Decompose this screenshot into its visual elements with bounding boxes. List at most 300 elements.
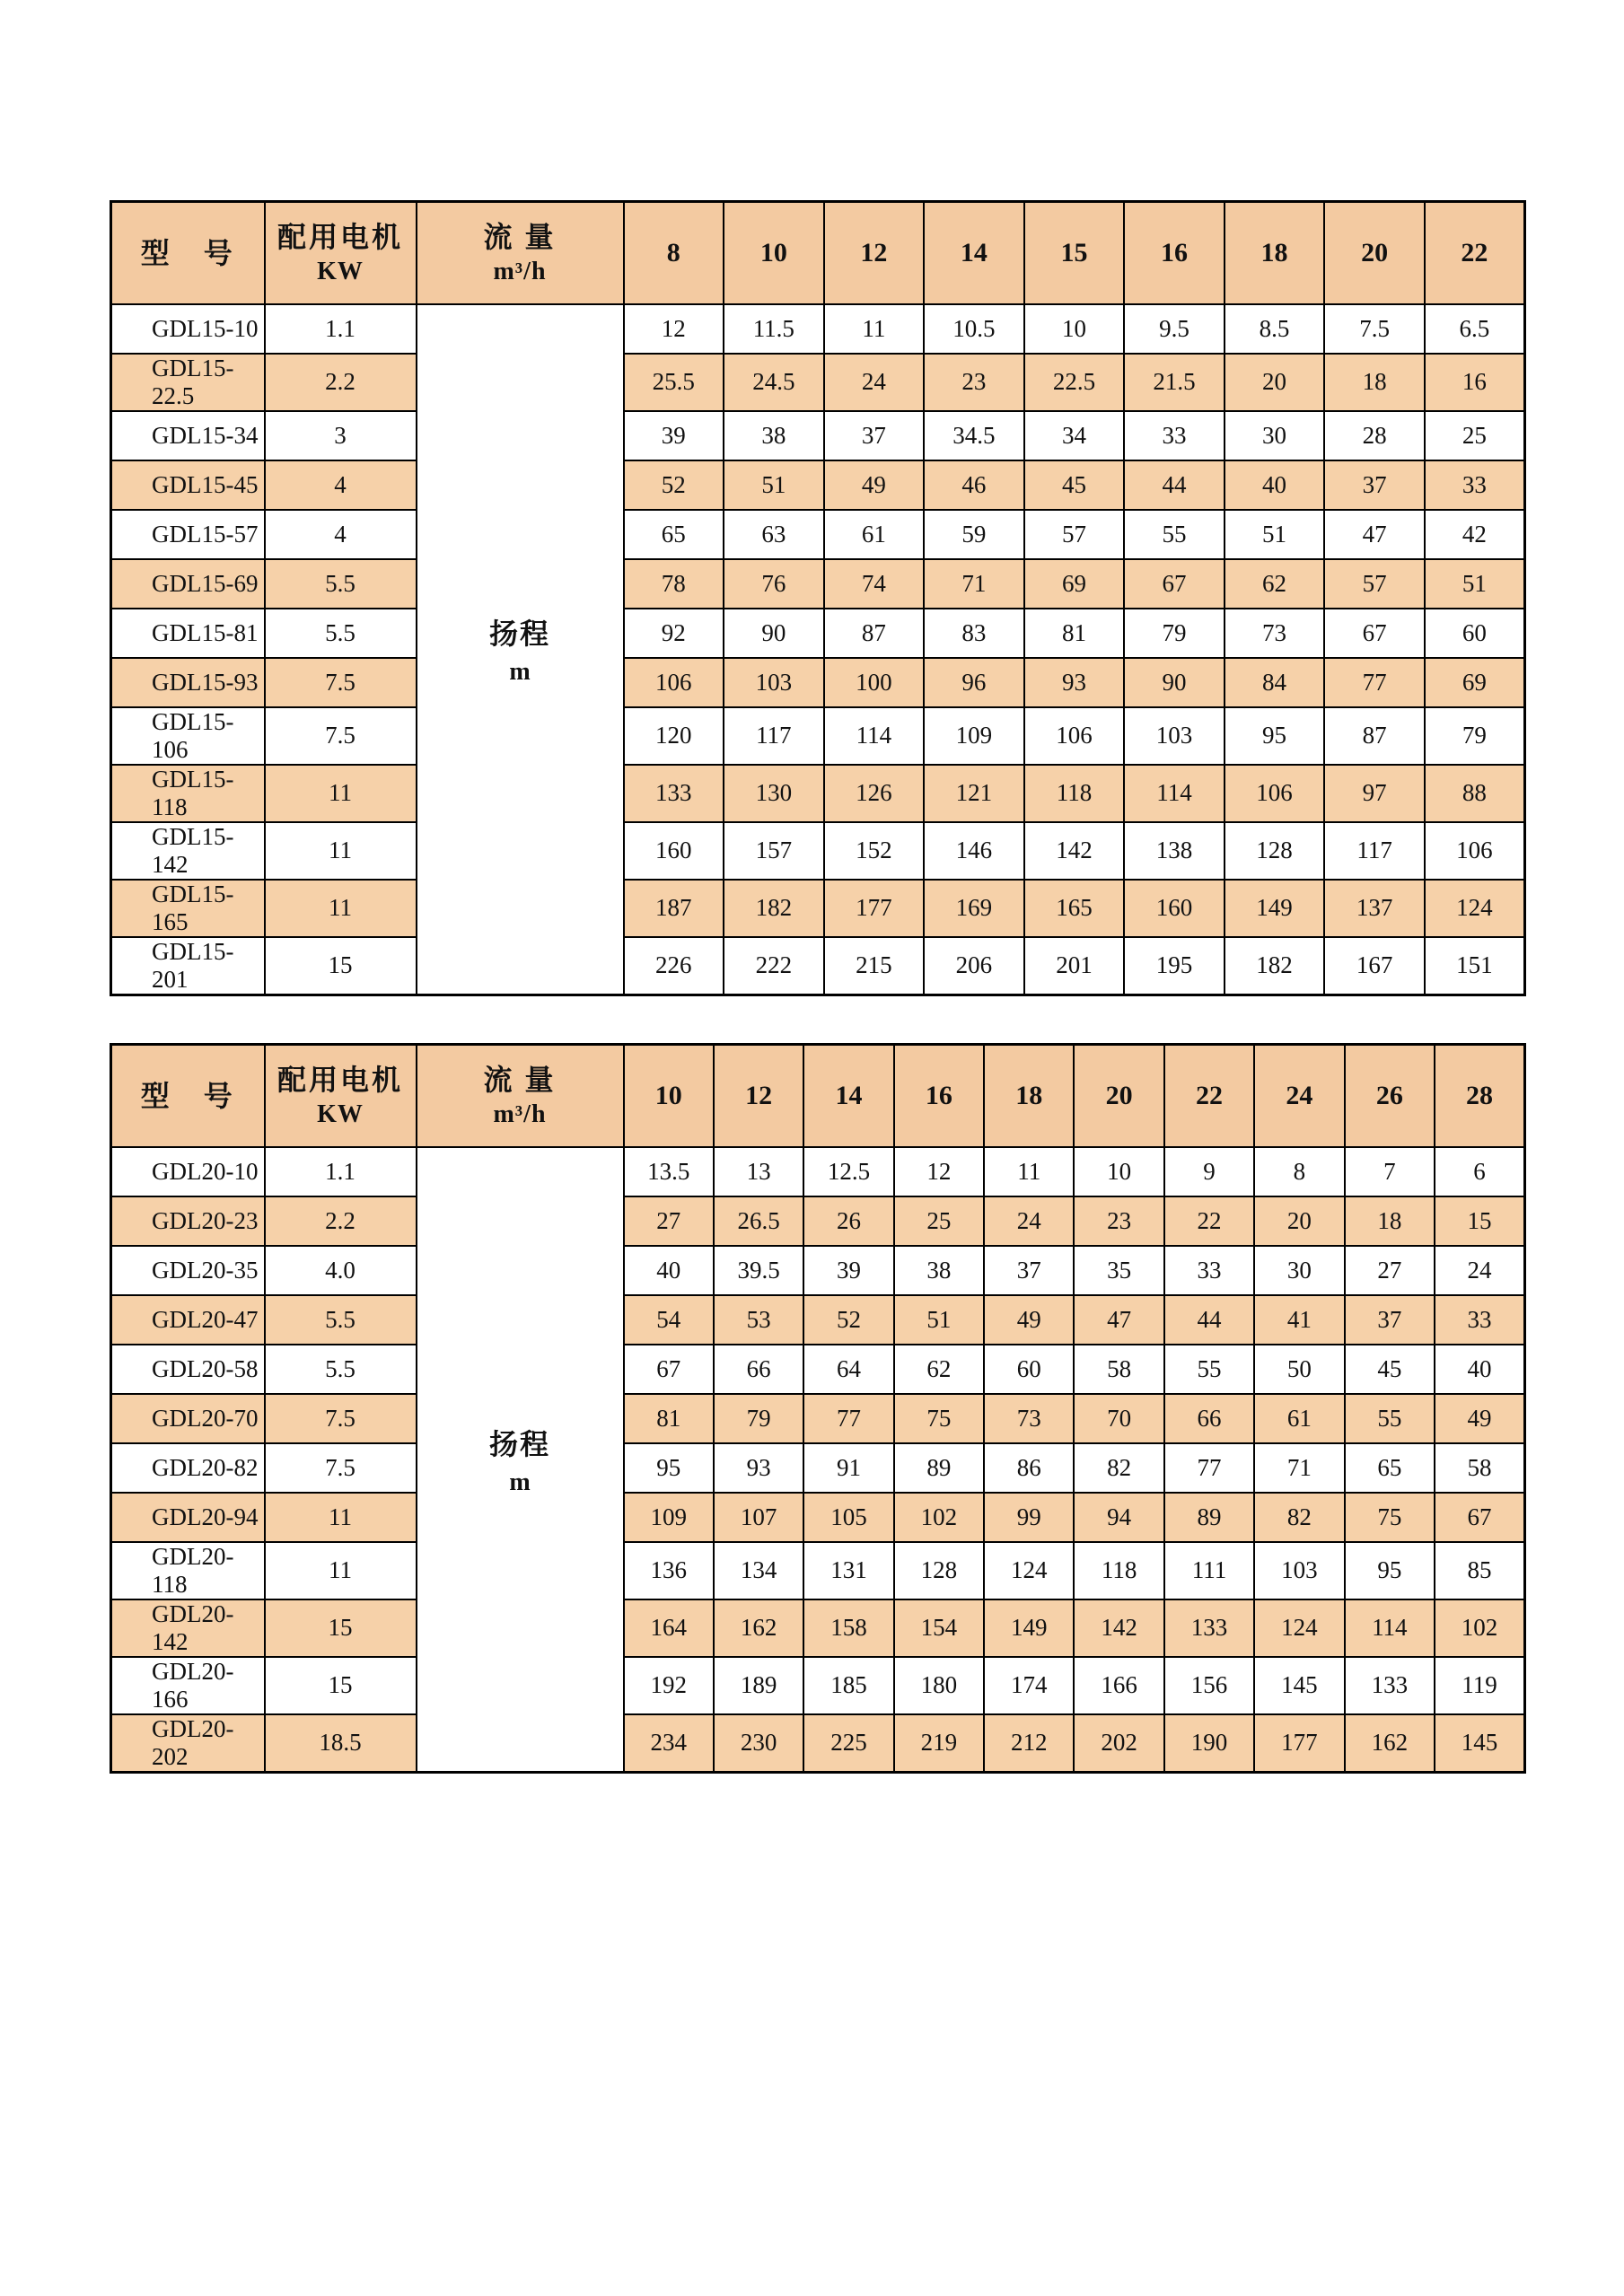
head-value-cell: 230 (714, 1714, 803, 1773)
head-value-cell: 180 (894, 1657, 984, 1714)
head-value-cell: 15 (1435, 1196, 1524, 1246)
model-cell: GDL20-10 (111, 1147, 265, 1196)
head-value-cell: 23 (924, 354, 1024, 411)
head-value-cell: 76 (724, 559, 824, 609)
head-value-cell: 79 (714, 1394, 803, 1443)
head-merged-unit: m (509, 1468, 531, 1496)
head-value-cell: 93 (714, 1443, 803, 1493)
head-value-cell: 124 (1425, 880, 1525, 937)
head-value-cell: 88 (1425, 765, 1525, 822)
head-value-cell: 33 (1164, 1246, 1254, 1295)
head-value-cell: 6 (1435, 1147, 1524, 1196)
head-value-cell: 131 (803, 1542, 893, 1599)
motor-header-cell (265, 1045, 417, 1147)
head-value-cell: 69 (1024, 559, 1125, 609)
head-value-cell: 59 (924, 510, 1024, 559)
model-cell: GDL15-34 (111, 411, 265, 460)
table-row (111, 1295, 1525, 1345)
head-value-cell: 149 (1225, 880, 1325, 937)
head-value-cell: 106 (624, 658, 724, 707)
head-value-cell: 86 (984, 1443, 1074, 1493)
head-value-cell: 57 (1324, 559, 1425, 609)
head-value-cell: 21.5 (1124, 354, 1225, 411)
head-value-cell: 137 (1324, 880, 1425, 937)
table-row (111, 304, 1525, 354)
head-value-cell: 174 (984, 1657, 1074, 1714)
table-row (111, 510, 1525, 559)
head-value-cell: 51 (1225, 510, 1325, 559)
motor-header-label: 配用电机 (277, 1064, 403, 1097)
head-value-cell: 22.5 (1024, 354, 1125, 411)
flow-column-header (624, 1045, 714, 1147)
head-value-cell: 24 (984, 1196, 1074, 1246)
model-cell: GDL15-93 (111, 658, 265, 707)
head-value-cell: 66 (714, 1345, 803, 1394)
head-value-cell: 55 (1124, 510, 1225, 559)
head-value-cell: 102 (894, 1493, 984, 1542)
table-row (111, 354, 1525, 411)
flow-column-header (1225, 202, 1325, 304)
motor-kw-cell: 7.5 (265, 1443, 417, 1493)
head-value-cell: 51 (894, 1295, 984, 1345)
head-value-cell: 67 (1435, 1493, 1524, 1542)
table-row (111, 1394, 1525, 1443)
flow-unit-label: m³/h (493, 258, 547, 286)
head-value-cell: 109 (924, 707, 1024, 765)
table-row (111, 822, 1525, 880)
head-value-cell: 154 (894, 1599, 984, 1657)
flow-column-value: 18 (1015, 1080, 1043, 1110)
flow-column-header (724, 202, 824, 304)
head-value-cell: 37 (1324, 460, 1425, 510)
head-value-cell: 47 (1324, 510, 1425, 559)
head-value-cell: 97 (1324, 765, 1425, 822)
head-value-cell: 189 (714, 1657, 803, 1714)
head-value-cell: 39 (803, 1246, 893, 1295)
header-row (111, 1045, 1525, 1147)
head-value-cell: 38 (724, 411, 824, 460)
model-cell: GDL20-82 (111, 1443, 265, 1493)
motor-kw-cell: 15 (265, 937, 417, 995)
head-value-cell: 133 (624, 765, 724, 822)
head-value-cell: 66 (1164, 1394, 1254, 1443)
motor-kw-cell: 3 (265, 411, 417, 460)
head-value-cell: 187 (624, 880, 724, 937)
head-value-cell: 145 (1435, 1714, 1524, 1773)
head-value-cell: 8 (1254, 1147, 1344, 1196)
head-value-cell: 37 (1345, 1295, 1435, 1345)
head-value-cell: 50 (1254, 1345, 1344, 1394)
head-value-cell: 65 (1345, 1443, 1435, 1493)
head-value-cell: 71 (1254, 1443, 1344, 1493)
flow-column-header (1324, 202, 1425, 304)
head-value-cell: 55 (1345, 1394, 1435, 1443)
head-value-cell: 51 (724, 460, 824, 510)
head-value-cell: 124 (1254, 1599, 1344, 1657)
head-value-cell: 58 (1074, 1345, 1163, 1394)
head-value-cell: 160 (624, 822, 724, 880)
head-value-cell: 151 (1425, 937, 1525, 995)
head-value-cell: 192 (624, 1657, 714, 1714)
flow-column-header (1254, 1045, 1344, 1147)
flow-column-header (924, 202, 1024, 304)
head-value-cell: 133 (1164, 1599, 1254, 1657)
head-value-cell: 60 (1425, 609, 1525, 658)
head-merged-label: 扬程 (488, 618, 550, 650)
head-value-cell: 24 (824, 354, 925, 411)
model-cell: GDL15-10 (111, 304, 265, 354)
head-value-cell: 162 (714, 1599, 803, 1657)
head-value-cell: 70 (1074, 1394, 1163, 1443)
head-value-cell: 25 (1425, 411, 1525, 460)
head-value-cell: 54 (624, 1295, 714, 1345)
head-value-cell: 67 (1124, 559, 1225, 609)
head-value-cell: 119 (1435, 1657, 1524, 1714)
flow-column-header (824, 202, 925, 304)
head-value-cell: 11.5 (724, 304, 824, 354)
head-value-cell: 90 (1124, 658, 1225, 707)
head-value-cell: 40 (624, 1246, 714, 1295)
flow-column-value: 16 (1161, 237, 1188, 267)
model-cell: GDL20-166 (111, 1657, 265, 1714)
head-value-cell: 26 (803, 1196, 893, 1246)
head-value-cell: 133 (1345, 1657, 1435, 1714)
head-value-cell: 195 (1124, 937, 1225, 995)
head-value-cell: 107 (714, 1493, 803, 1542)
header-row (111, 202, 1525, 304)
model-cell: GDL20-202 (111, 1714, 265, 1773)
model-cell: GDL20-94 (111, 1493, 265, 1542)
head-value-cell: 201 (1024, 937, 1125, 995)
head-value-cell: 128 (1225, 822, 1325, 880)
table-row (111, 609, 1525, 658)
motor-kw-cell: 18.5 (265, 1714, 417, 1773)
head-value-cell: 103 (1124, 707, 1225, 765)
head-value-cell: 219 (894, 1714, 984, 1773)
head-value-cell: 87 (824, 609, 925, 658)
head-value-cell: 62 (894, 1345, 984, 1394)
head-value-cell: 146 (924, 822, 1024, 880)
motor-kw-cell: 1.1 (265, 1147, 417, 1196)
head-value-cell: 118 (1074, 1542, 1163, 1599)
head-value-cell: 34 (1024, 411, 1125, 460)
motor-kw-cell: 5.5 (265, 1345, 417, 1394)
head-value-cell: 156 (1164, 1657, 1254, 1714)
head-value-cell: 81 (624, 1394, 714, 1443)
head-value-cell: 60 (984, 1345, 1074, 1394)
head-value-cell: 162 (1345, 1714, 1435, 1773)
table-row (111, 765, 1525, 822)
flow-column-header (984, 1045, 1074, 1147)
head-value-cell: 18 (1324, 354, 1425, 411)
head-value-cell: 12.5 (803, 1147, 893, 1196)
table-row (111, 880, 1525, 937)
flow-column-header (1345, 1045, 1435, 1147)
head-value-cell: 34.5 (924, 411, 1024, 460)
head-value-cell: 81 (1024, 609, 1125, 658)
head-value-cell: 40 (1435, 1345, 1524, 1394)
motor-header-cell (265, 202, 417, 304)
flow-column-header (624, 202, 724, 304)
head-value-cell: 8.5 (1225, 304, 1325, 354)
table-row (111, 707, 1525, 765)
head-value-cell: 222 (724, 937, 824, 995)
head-value-cell: 99 (984, 1493, 1074, 1542)
head-value-cell: 45 (1345, 1345, 1435, 1394)
head-value-cell: 69 (1425, 658, 1525, 707)
head-value-cell: 165 (1024, 880, 1125, 937)
head-value-cell: 13 (714, 1147, 803, 1196)
flow-column-value: 16 (925, 1080, 952, 1110)
model-cell: GDL20-70 (111, 1394, 265, 1443)
head-value-cell: 27 (1345, 1246, 1435, 1295)
head-value-cell: 27 (624, 1196, 714, 1246)
flow-column-value: 18 (1260, 237, 1288, 267)
motor-kw-cell: 7.5 (265, 1394, 417, 1443)
head-value-cell: 77 (803, 1394, 893, 1443)
head-value-cell: 202 (1074, 1714, 1163, 1773)
head-value-cell: 157 (724, 822, 824, 880)
head-value-cell: 142 (1074, 1599, 1163, 1657)
flow-column-value: 20 (1361, 237, 1389, 267)
head-value-cell: 71 (924, 559, 1024, 609)
table-row (111, 1443, 1525, 1493)
head-value-cell: 106 (1225, 765, 1325, 822)
flow-header-cell (417, 202, 624, 304)
head-merged-cell (417, 304, 624, 995)
head-value-cell: 12 (624, 304, 724, 354)
head-value-cell: 109 (624, 1493, 714, 1542)
model-cell: GDL20-35 (111, 1246, 265, 1295)
table-row (111, 658, 1525, 707)
model-header-cell (111, 202, 265, 304)
flow-column-header (714, 1045, 803, 1147)
table-row (111, 1147, 1525, 1196)
head-value-cell: 25.5 (624, 354, 724, 411)
model-cell: GDL15-22.5 (111, 354, 265, 411)
head-value-cell: 85 (1435, 1542, 1524, 1599)
flow-column-value: 12 (745, 1080, 773, 1110)
head-value-cell: 103 (724, 658, 824, 707)
flow-column-value: 22 (1196, 1080, 1224, 1110)
head-value-cell: 164 (624, 1599, 714, 1657)
model-header-label: 型 号 (140, 1079, 235, 1112)
flow-column-value: 24 (1286, 1080, 1313, 1110)
head-value-cell: 142 (1024, 822, 1125, 880)
head-value-cell: 18 (1345, 1196, 1435, 1246)
table-row (111, 1196, 1525, 1246)
table-row (111, 1714, 1525, 1773)
head-value-cell: 117 (1324, 822, 1425, 880)
table-row (111, 559, 1525, 609)
head-value-cell: 22 (1164, 1196, 1254, 1246)
head-value-cell: 10 (1024, 304, 1125, 354)
head-value-cell: 95 (1345, 1542, 1435, 1599)
flow-column-value: 12 (860, 237, 888, 267)
motor-kw-cell: 5.5 (265, 609, 417, 658)
head-value-cell: 24.5 (724, 354, 824, 411)
head-value-cell: 63 (724, 510, 824, 559)
head-value-cell: 87 (1324, 707, 1425, 765)
motor-kw-cell: 4.0 (265, 1246, 417, 1295)
model-cell: GDL15-45 (111, 460, 265, 510)
motor-kw-cell: 15 (265, 1657, 417, 1714)
head-value-cell: 134 (714, 1542, 803, 1599)
model-cell: GDL20-118 (111, 1542, 265, 1599)
table-row (111, 1493, 1525, 1542)
flow-column-header (1074, 1045, 1163, 1147)
head-value-cell: 84 (1225, 658, 1325, 707)
head-value-cell: 182 (1225, 937, 1325, 995)
head-value-cell: 10 (1074, 1147, 1163, 1196)
head-value-cell: 83 (924, 609, 1024, 658)
head-value-cell: 130 (724, 765, 824, 822)
head-value-cell: 95 (624, 1443, 714, 1493)
head-value-cell: 114 (824, 707, 925, 765)
head-value-cell: 94 (1074, 1493, 1163, 1542)
head-value-cell: 35 (1074, 1246, 1163, 1295)
head-value-cell: 100 (824, 658, 925, 707)
motor-kw-cell: 4 (265, 510, 417, 559)
head-value-cell: 57 (1024, 510, 1125, 559)
head-value-cell: 28 (1324, 411, 1425, 460)
table-row (111, 1599, 1525, 1657)
head-value-cell: 77 (1164, 1443, 1254, 1493)
model-cell: GDL20-58 (111, 1345, 265, 1394)
head-value-cell: 89 (1164, 1493, 1254, 1542)
flow-column-value: 14 (960, 237, 988, 267)
head-merged-label: 扬程 (488, 1427, 550, 1460)
model-cell: GDL20-47 (111, 1295, 265, 1345)
head-value-cell: 158 (803, 1599, 893, 1657)
head-value-cell: 177 (1254, 1714, 1344, 1773)
head-value-cell: 138 (1124, 822, 1225, 880)
head-value-cell: 106 (1425, 822, 1525, 880)
head-value-cell: 53 (714, 1295, 803, 1345)
model-cell: GDL20-142 (111, 1599, 265, 1657)
flow-column-value: 28 (1465, 1080, 1493, 1110)
head-value-cell: 206 (924, 937, 1024, 995)
motor-unit-label: KW (317, 258, 364, 286)
head-value-cell: 10.5 (924, 304, 1024, 354)
head-value-cell: 118 (1024, 765, 1125, 822)
flow-unit-label: m³/h (493, 1100, 547, 1129)
head-value-cell: 20 (1254, 1196, 1344, 1246)
head-value-cell: 67 (1324, 609, 1425, 658)
head-value-cell: 11 (984, 1147, 1074, 1196)
head-value-cell: 79 (1124, 609, 1225, 658)
head-value-cell: 24 (1435, 1246, 1524, 1295)
head-value-cell: 13.5 (624, 1147, 714, 1196)
head-value-cell: 167 (1324, 937, 1425, 995)
head-value-cell: 149 (984, 1599, 1074, 1657)
head-value-cell: 215 (824, 937, 925, 995)
motor-kw-cell: 7.5 (265, 707, 417, 765)
head-value-cell: 30 (1225, 411, 1325, 460)
head-value-cell: 55 (1164, 1345, 1254, 1394)
head-value-cell: 90 (724, 609, 824, 658)
flow-column-value: 20 (1105, 1080, 1133, 1110)
head-value-cell: 9 (1164, 1147, 1254, 1196)
motor-unit-label: KW (317, 1100, 364, 1129)
head-value-cell: 126 (824, 765, 925, 822)
head-value-cell: 39 (624, 411, 724, 460)
head-value-cell: 152 (824, 822, 925, 880)
flow-column-header (1164, 1045, 1254, 1147)
head-value-cell: 41 (1254, 1295, 1344, 1345)
head-value-cell: 40 (1225, 460, 1325, 510)
model-cell: GDL15-106 (111, 707, 265, 765)
head-value-cell: 61 (824, 510, 925, 559)
head-value-cell: 75 (894, 1394, 984, 1443)
flow-column-value: 8 (666, 237, 680, 267)
head-merged-cell (417, 1147, 624, 1773)
head-value-cell: 25 (894, 1196, 984, 1246)
head-value-cell: 16 (1425, 354, 1525, 411)
motor-header-label: 配用电机 (277, 221, 403, 254)
head-value-cell: 91 (803, 1443, 893, 1493)
model-cell: GDL15-57 (111, 510, 265, 559)
head-value-cell: 74 (824, 559, 925, 609)
head-value-cell: 37 (984, 1246, 1074, 1295)
head-value-cell: 20 (1225, 354, 1325, 411)
head-value-cell: 61 (1254, 1394, 1344, 1443)
head-value-cell: 120 (624, 707, 724, 765)
table-row (111, 1345, 1525, 1394)
head-value-cell: 7 (1345, 1147, 1435, 1196)
head-value-cell: 52 (624, 460, 724, 510)
head-value-cell: 114 (1124, 765, 1225, 822)
head-value-cell: 225 (803, 1714, 893, 1773)
pump-table-gdl15 (110, 200, 1526, 996)
head-value-cell: 52 (803, 1295, 893, 1345)
head-value-cell: 42 (1425, 510, 1525, 559)
pump-table-gdl20 (110, 1043, 1526, 1774)
model-cell: GDL15-118 (111, 765, 265, 822)
flow-column-value: 14 (835, 1080, 863, 1110)
flow-column-header (1024, 202, 1125, 304)
flow-header-label: 流 量 (483, 1064, 557, 1097)
head-value-cell: 105 (803, 1493, 893, 1542)
head-value-cell: 226 (624, 937, 724, 995)
head-value-cell: 33 (1124, 411, 1225, 460)
motor-kw-cell: 2.2 (265, 354, 417, 411)
head-value-cell: 102 (1435, 1599, 1524, 1657)
table-row (111, 1246, 1525, 1295)
flow-column-header (1124, 202, 1225, 304)
head-value-cell: 185 (803, 1657, 893, 1714)
motor-kw-cell: 7.5 (265, 658, 417, 707)
model-cell: GDL15-201 (111, 937, 265, 995)
head-value-cell: 82 (1254, 1493, 1344, 1542)
motor-kw-cell: 5.5 (265, 1295, 417, 1345)
motor-kw-cell: 11 (265, 1542, 417, 1599)
head-value-cell: 234 (624, 1714, 714, 1773)
head-value-cell: 77 (1324, 658, 1425, 707)
head-value-cell: 65 (624, 510, 724, 559)
head-value-cell: 12 (894, 1147, 984, 1196)
head-value-cell: 169 (924, 880, 1024, 937)
flow-column-value: 26 (1375, 1080, 1403, 1110)
flow-column-header (1425, 202, 1525, 304)
head-value-cell: 39.5 (714, 1246, 803, 1295)
flow-column-value: 15 (1060, 237, 1088, 267)
head-value-cell: 160 (1124, 880, 1225, 937)
head-value-cell: 64 (803, 1345, 893, 1394)
table-row (111, 411, 1525, 460)
motor-kw-cell: 11 (265, 1493, 417, 1542)
head-value-cell: 82 (1074, 1443, 1163, 1493)
